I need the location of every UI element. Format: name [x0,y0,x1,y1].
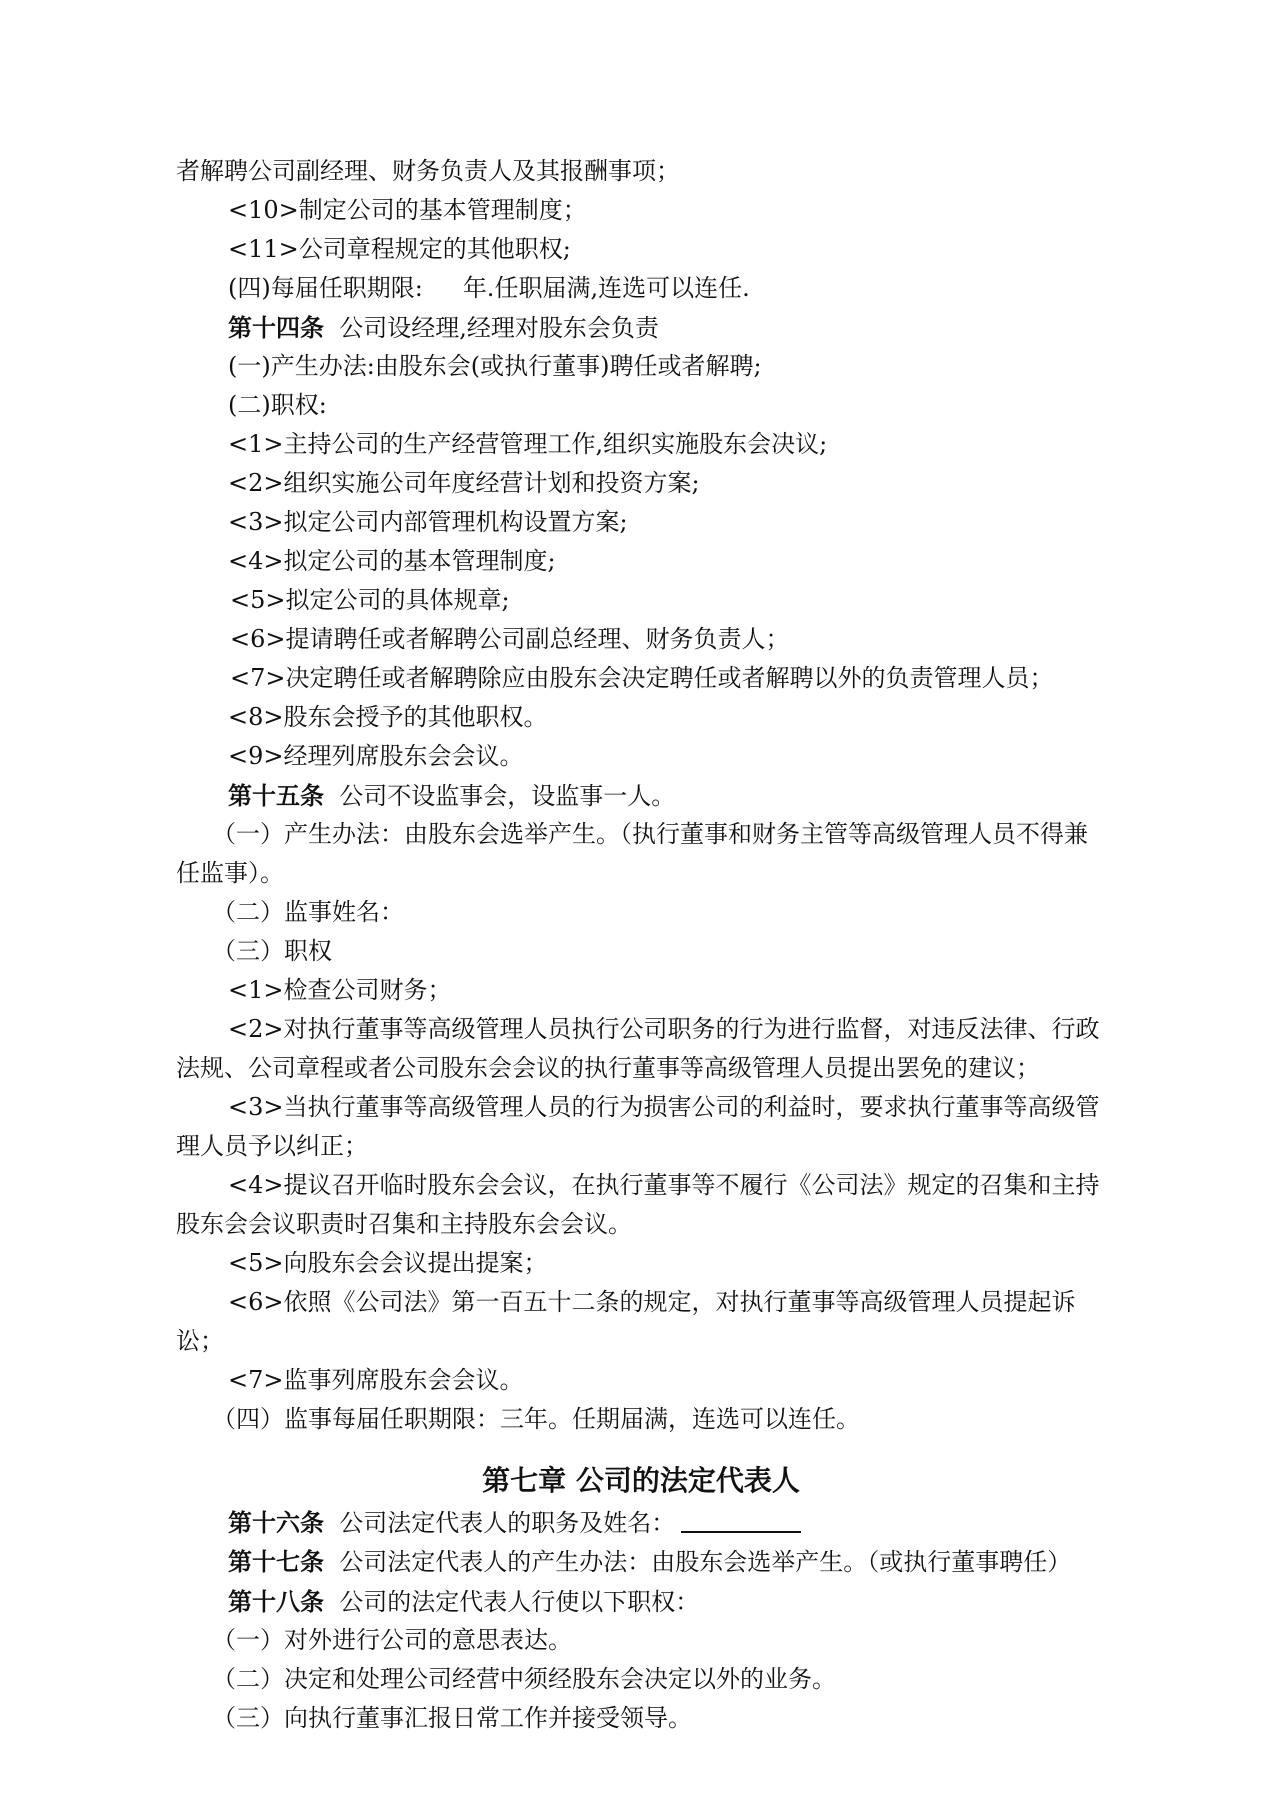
article-15 [176,776,1106,815]
list-item: <3>当执行董事等高级管理人员的行为损害公司的利益时，要求执行董事等高级管理人员予以纠正； [176,1093,1100,1160]
term-limit-label: (四)每届任职期限: [228,274,423,302]
list-item: <3>拟定公司内部管理机构设置方案; [228,508,628,536]
list-item: <7>决定聘任或者解聘除应由股东会决定聘任或者解聘以外的负责管理人员； [230,664,1054,692]
article-14-text: 公司设经理,经理对股东会负责 [339,314,659,342]
article-18-title: 第十八条 [228,1587,324,1616]
term-limit-line [176,269,1106,308]
list-item: <2>组织实施公司年度经营计划和投资方案; [228,469,700,497]
list-item: <5>拟定公司的具体规章; [230,586,510,614]
name-blank-field [681,1507,801,1533]
article-14-title: 第十四条 [228,313,324,342]
list-item: <2>对执行董事等高级管理人员执行公司职务的行为进行监督，对违反法律、行政法规、公司章程或者公司股东会会议的执行董事等高级管理人员提出罢免的建议； [176,1015,1100,1082]
list-item: <5>向股东会会议提出提案； [228,1249,548,1277]
text-line: <10>制定公司的基本管理制度； [228,196,587,224]
term-limit-text: 年.任职届满,连选可以连任. [462,274,750,302]
list-item: <1>主持公司的生产经营管理工作,组织实施股东会决议; [228,430,828,458]
article-14 [176,308,1106,347]
document-body [176,152,1106,1738]
article-18 [176,1582,1106,1621]
article-17 [176,1542,1106,1582]
text-line: （三）职权 [212,937,332,965]
text-line: (一)产生办法:由股东会(或执行董事)聘任或者解聘; [228,352,762,380]
list-item: <9>经理列席股东会会议。 [228,742,524,770]
list-item: <6>依照《公司法》第一百五十二条的规定，对执行董事等高级管理人员提起诉讼； [176,1288,1076,1355]
article-16 [176,1503,1106,1542]
chapter-heading: 第七章 公司的法定代表人 [482,1464,800,1497]
text-line: （二）监事姓名： [212,898,404,926]
list-item: （一）对外进行公司的意思表达。 [212,1626,572,1654]
article-18-text: 公司的法定代表人行使以下职权： [339,1588,700,1616]
list-item: <1>检查公司财务； [228,976,452,1004]
article-17-title: 第十七条 [228,1547,324,1576]
list-item: <4>提议召开临时股东会会议，在执行董事等不履行《公司法》规定的召集和主持股东会会议职责时召集和主持股东会会议。 [176,1171,1100,1238]
text-line: <11>公司章程规定的其他职权; [228,235,571,263]
list-item: <6>提请聘任或者解聘公司副总经理、财务负责人； [230,625,790,653]
article-17-text: 公司法定代表人的产生办法：由股东会选举产生。（或执行董事聘任） [339,1548,1072,1576]
article-16-text: 公司法定代表人的职务及姓名： [339,1509,676,1537]
text-line: 者解聘公司副经理、财务负责人及其报酬事项； [176,157,680,185]
text-line: (二)职权: [228,391,327,419]
article-15-title: 第十五条 [228,781,324,810]
list-item: <8>股东会授予的其他职权。 [228,703,548,731]
article-15-text: 公司不设监事会，设监事一人。 [339,782,676,810]
article-16-title: 第十六条 [228,1508,324,1537]
list-item: <7>监事列席股东会会议。 [228,1366,524,1394]
list-item: <4>拟定公司的基本管理制度; [228,547,556,575]
text-line: （一）产生办法：由股东会选举产生。（执行董事和财务主管等高级管理人员不得兼任监事）。 [176,820,1088,887]
text-line: （四）监事每届任职期限：三年。任期届满，连选可以连任。 [212,1405,860,1433]
list-item: （二）决定和处理公司经营中须经股东会决定以外的业务。 [212,1665,836,1693]
list-item: （三）向执行董事汇报日常工作并接受领导。 [212,1704,692,1732]
